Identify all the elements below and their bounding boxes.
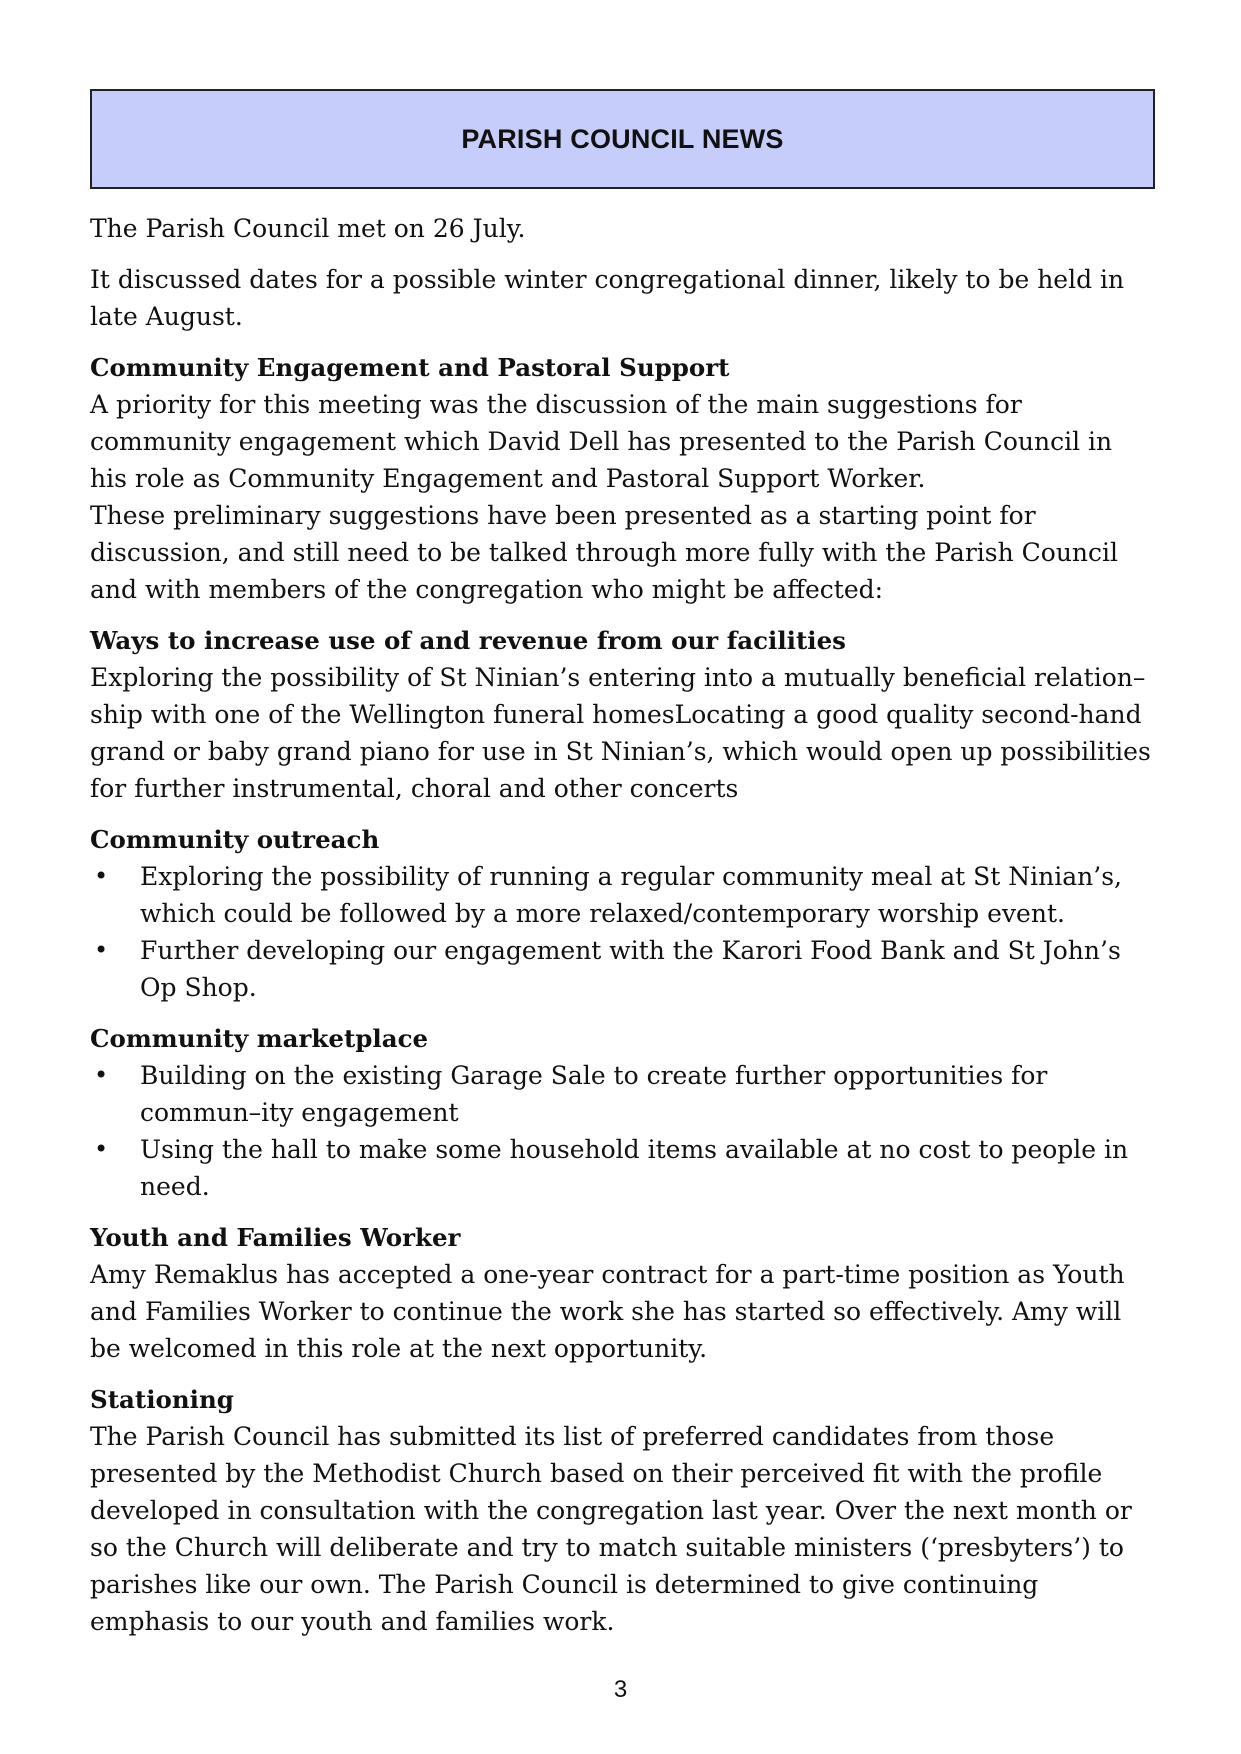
community-engagement-paragraph-1: A priority for this meeting was the discussion of the main suggestions for community engagement which David Dell has presented to the Parish Council in his role as Community Engagement and Pastoral Support Worker. <box>90 390 1113 493</box>
youth-paragraph: Amy Remaklus has accepted a one-year contract for a part-time position as Youth and Families Worker to continue the work she has started so effectively. Amy will be welcomed in this role at the next opportunity. <box>90 1260 1125 1363</box>
heading-youth-families-worker: Youth and Families Worker <box>90 1223 461 1252</box>
community-engagement-paragraph-2: These preliminary suggestions have been presented as a starting point for discussion, and still need to be talked through more fully with the Parish Council and with members of the congregation who might be affected: <box>90 501 1119 604</box>
heading-facilities: Ways to increase use of and revenue from our facilities <box>90 626 846 655</box>
heading-community-marketplace: Community marketplace <box>90 1024 429 1053</box>
list-item: • Building on the existing Garage Sale to create further opportunities for commun–ity engagement <box>90 1057 1155 1131</box>
banner-title: PARISH COUNCIL NEWS <box>461 123 784 154</box>
stationing-paragraph: The Parish Council has submitted its list of preferred candidates from those presented by the Methodist Church based on their perceived fit with the profile developed in consultation with the congregation last year. Over the next month or so the Church will deliberate and try to match suitable ministers (‘presbyters’) to parishes like our own. The Parish Council is determined to give continuing emphasis to our youth and families work. <box>90 1422 1132 1636</box>
section-banner <box>90 89 1155 189</box>
newsletter-page <box>90 89 1155 1640</box>
heading-stationing: Stationing <box>90 1385 234 1414</box>
page-number: 3 <box>613 1676 628 1703</box>
intro-paragraph-2: It discussed dates for a possible winter congregational dinner, likely to be held in late August. <box>90 265 1125 331</box>
list-item: • Using the hall to make some household items available at no cost to people in need. <box>90 1131 1155 1205</box>
article-body <box>90 210 1155 1640</box>
heading-community-engagement: Community Engagement and Pastoral Support <box>90 353 730 382</box>
intro-paragraph-1: The Parish Council met on 26 July. <box>90 214 526 243</box>
list-item: • Exploring the possibility of running a regular community meal at St Ninian’s, which could be followed by a more relaxed/contemporary worship event. <box>90 858 1155 932</box>
marketplace-list <box>90 1057 1155 1205</box>
list-item: • Further developing our engagement with the Karori Food Bank and St John’s Op Shop. <box>90 932 1155 1006</box>
outreach-list <box>90 858 1155 1006</box>
heading-community-outreach: Community outreach <box>90 825 380 854</box>
facilities-paragraph: Exploring the possibility of St Ninian’s entering into a mutually beneficial relation–ship with one of the Wellington funeral homesLocating a good quality second-hand grand or baby grand piano for use in St Ninian’s, which would open up possibilities for further instrumental, choral and other concerts <box>90 663 1151 803</box>
